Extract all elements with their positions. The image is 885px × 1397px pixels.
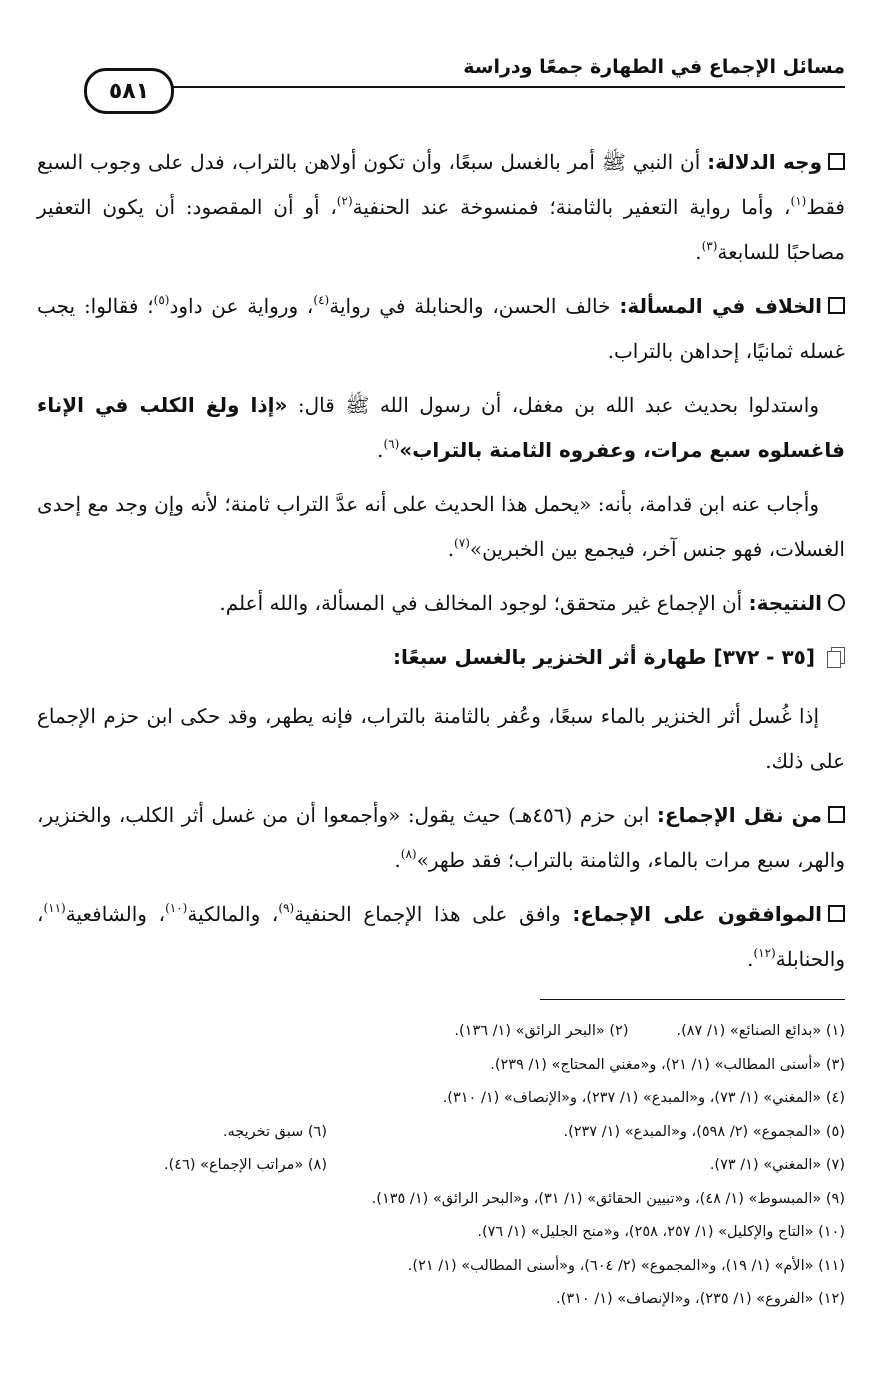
text: . — [747, 947, 754, 971]
paragraph-ibn-qudama — [37, 482, 845, 572]
footnote-ref: (٥) — [153, 293, 170, 307]
page-number-badge — [84, 68, 174, 114]
footnote-ref: (٣) — [701, 239, 718, 253]
footnote-3: (٣) «أسنى المطالب» (١/ ٢١)، و«مغني المحتاج» (١/ ٢٣٩). — [490, 1056, 845, 1073]
text: ابن حزم (٤٥٦هـ) حيث يقول: «وأجمعوا أن من غسل أثر الكلب، والخنزير، والهر، سبع مرات بالماء، والثامنة بالتراب؛ فقد طهر» — [37, 803, 845, 872]
footnote-separator — [540, 999, 845, 1000]
footnotes — [37, 1015, 845, 1317]
footnote-4: (٤) «المغني» (١/ ٧٣)، و«المبدع» (١/ ٢٣٧)، و«الإنصاف» (١/ ٣١٠). — [442, 1090, 845, 1106]
text: وأجاب عنه ابن قدامة، بأنه: «يحمل هذا الحديث على أنه عدَّ التراب ثامنة؛ لأنه وإن وجد مع إحدى الغسلات، فهو جنس آخر، فيجمع بين الخبرين» — [37, 492, 845, 561]
section-title: طهارة أثر الخنزير بالغسل سبعًا: — [392, 645, 714, 669]
main-text — [37, 140, 845, 991]
text: . — [447, 537, 455, 561]
paragraph-hadith — [37, 383, 845, 473]
footnote-ref: (١٢) — [753, 946, 776, 960]
footnote-1: (١) «بدائع الصنائع» (١/ ٨٧). — [676, 1023, 845, 1039]
square-bullet-icon — [828, 153, 845, 170]
footnote-line — [37, 1149, 845, 1183]
text: إذا غُسل أثر الخنزير بالماء سبعًا، وعُفر بالثامنة بالتراب، فإنه يطهر، وقد حكى ابن حزم الإجماع على ذلك. — [37, 704, 845, 773]
footnote-line — [37, 1082, 845, 1116]
footnote-9: (٩) «المبسوط» (١/ ٤٨)، و«تبيين الحقائق» (١/ ٣١)، و«البحر الرائق» (١/ ١٣٥). — [371, 1190, 845, 1207]
text: ، وأما رواية التعفير بالثامنة؛ فمنسوخة عند الحنفية — [352, 195, 791, 219]
footnote-ref: (٢) — [336, 194, 353, 208]
circle-bullet-icon — [828, 594, 845, 611]
label-dispute: الخلاف في المسألة: — [619, 294, 822, 318]
footnote-12: (١٢) «الفروع» (١/ ٢٣٥)، و«الإنصاف» (١/ ٣١٠). — [556, 1291, 845, 1307]
footnote-8: (٨) «مراتب الإجماع» (٤٦). — [164, 1157, 327, 1173]
paragraph-intro — [37, 694, 845, 784]
text: ، والمالكية — [187, 902, 279, 926]
footnote-5: (٥) «المجموع» (٢/ ٥٩٨)، و«المبدع» (١/ ٢٣٧). — [563, 1123, 845, 1140]
text: أن الإجماع غير متحقق؛ لوجود المخالف في المسألة، والله أعلم. — [219, 591, 749, 615]
footnote-line — [37, 1283, 845, 1317]
text: ، والحنابلة — [37, 902, 845, 971]
label-transmitter: من نقل الإجماع: — [656, 803, 822, 827]
section-number: [٣٥ - ٣٧٢] — [713, 645, 815, 669]
text: ، والشافعية — [65, 902, 166, 926]
footnote-ref: (٩) — [278, 901, 295, 915]
square-bullet-icon — [828, 806, 845, 823]
paragraph-evidence — [37, 140, 845, 275]
footnote-6: (٦) سبق تخريجه. — [222, 1123, 327, 1140]
running-title: مسائل الإجماع في الطهارة جمعًا ودراسة — [463, 56, 845, 78]
label-result: النتيجة: — [748, 591, 822, 615]
footnote-ref: (١٠) — [165, 901, 188, 915]
footnote-7: (٧) «المغني» (١/ ٧٣). — [709, 1157, 845, 1173]
section-heading — [37, 635, 845, 680]
hadith-quote: «إذا ولغ الكلب في الإناء فاغسلوه سبع مرات، وعفروه الثامنة بالتراب» — [37, 393, 845, 462]
text: ؛ فقالوا: يجب غسله ثمانيًا، إحداهن بالتراب. — [37, 294, 845, 363]
text: . — [377, 438, 384, 462]
text: ، ورواية عن داود — [169, 294, 314, 318]
footnote-line — [37, 1183, 845, 1217]
square-bullet-icon — [828, 905, 845, 922]
footnote-line — [37, 1049, 845, 1083]
paragraph-result — [37, 581, 845, 626]
footnote-ref: (٤) — [313, 293, 330, 307]
label-evidence: وجه الدلالة: — [707, 150, 823, 174]
text: خالف الحسن، والحنابلة في رواية — [329, 294, 620, 318]
footnote-ref: (١١) — [43, 901, 66, 915]
label-agreeing: الموافقون على الإجماع: — [572, 902, 822, 926]
footnote-2: (٢) «البحر الرائق» (١/ ١٣٦). — [454, 1023, 629, 1039]
footnote-ref: (١) — [790, 194, 807, 208]
footnote-ref: (٨) — [400, 847, 417, 861]
text: أن النبي ﷺ أمر بالغسل سبعًا، وأن تكون أولاهن بالتراب، فدل على وجوب السبع فقط — [37, 150, 845, 219]
header-rule — [150, 86, 845, 88]
footnote-line — [37, 1216, 845, 1250]
text: ، أو أن المقصود: أن يكون التعفير مصاحبًا للسابعة — [37, 195, 845, 264]
footnote-line — [37, 1116, 845, 1150]
text: . — [695, 240, 702, 264]
footnote-11: (١١) «الأم» (١/ ١٩)، و«المجموع» (٢/ ٦٠٤)، و«أسنى المطالب» (١/ ٢١). — [407, 1257, 845, 1274]
square-bullet-icon — [828, 297, 845, 314]
footnote-ref: (٧) — [454, 536, 470, 550]
paragraph-transmitter — [37, 793, 845, 883]
text: . — [394, 848, 401, 872]
paragraph-agreeing — [37, 892, 845, 982]
footnote-line — [37, 1015, 845, 1049]
footnote-line — [37, 1250, 845, 1284]
page-header — [0, 0, 885, 120]
text: وافق على هذا الإجماع الحنفية — [294, 902, 573, 926]
paragraph-dispute — [37, 284, 845, 374]
footnote-ref: (٦) — [383, 437, 400, 451]
documents-icon — [827, 647, 845, 667]
footnote-10: (١٠) «التاج والإكليل» (١/ ٢٥٧، ٢٥٨)، و«منح الجليل» (١/ ٧٦). — [477, 1224, 845, 1240]
page-number: ٥٨١ — [108, 78, 150, 104]
text: واستدلوا بحديث عبد الله بن مغفل، أن رسول الله ﷺ قال: — [287, 393, 819, 417]
